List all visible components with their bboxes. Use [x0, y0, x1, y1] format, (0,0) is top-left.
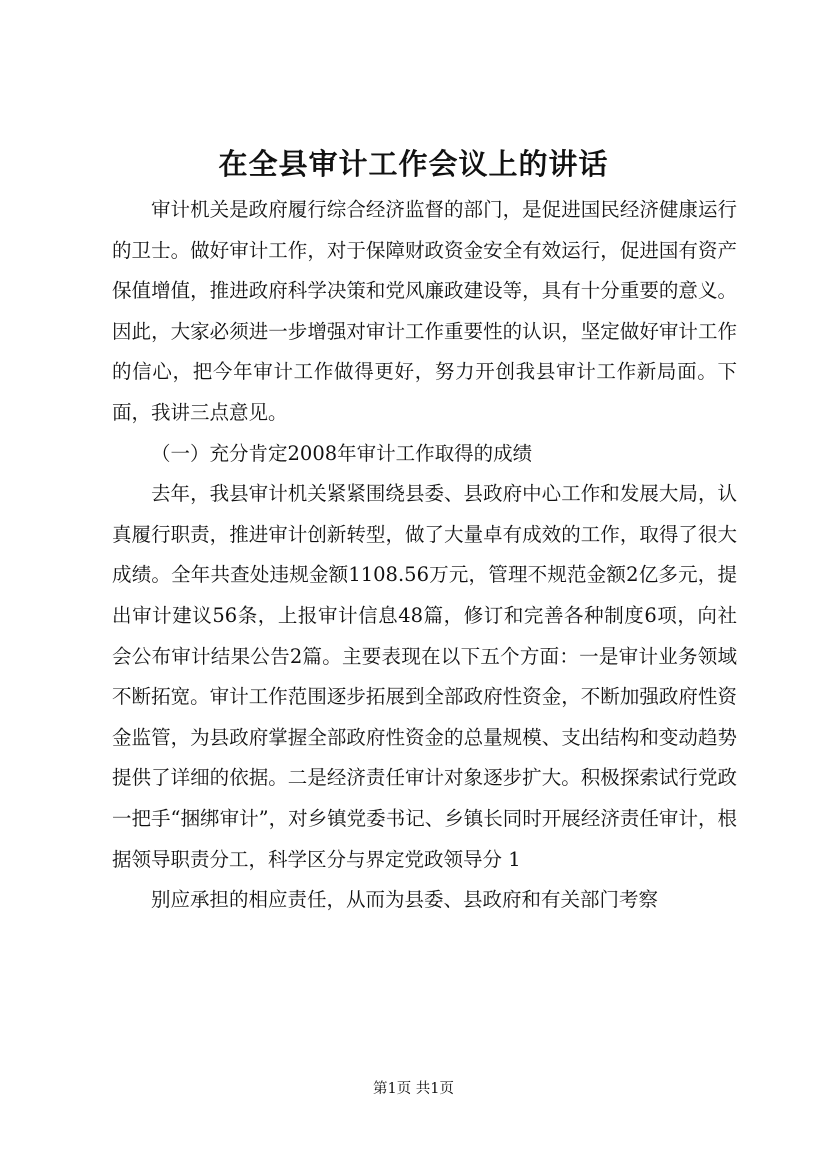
paragraph-intro: 审计机关是政府履行综合经济监督的部门，是促进国民经济健康运行的卫士。做好审计工作，对于保障财政资金安全有效运行，促进国有资产保值增值，推进政府科学决策和党风廉政建设等，具有十分重要的意义。因此，大家必须进一步增强对审计工作重要性的认识，坚定做好审计工作的信心，把今年审计工作做得更好，努力开创我县审计工作新局面。下面，我讲三点意见。 — [112, 198, 737, 424]
page-number: 第1页 共1页 — [372, 1081, 455, 1097]
section-heading: （一）充分肯定2008年审计工作取得的成绩 — [151, 441, 533, 465]
document-title: 在全县审计工作会议上的讲话 — [218, 147, 609, 181]
document-body — [112, 190, 737, 921]
paragraph-achievements: 去年，我县审计机关紧紧围绕县委、县政府中心工作和发展大局，认真履行职责，推进审计创新转型，做了大量卓有成效的工作，取得了很大成绩。全年共查处违规金额1108.56万元，管理不规范金额2亿多元，提出审计建议56条，上报审计信息48篇，修订和完善各种制度6项，向社会公布审计结果公告2篇。主要表现在以下五个方面：一是审计业务领域不断拓宽。审计工作范围逐步拓展到全部政府性资金，不断加强政府性资金监管，为县政府掌握全部政府性资金的总量规模、支出结构和变动趋势提供了详细的依据。二是经济责任审计对象逐步扩大。积极探索试行党政一把手“捆绑审计”，对乡镇党委书记、乡镇长同时开展经济责任审计，根据领导职责分工，科学区分与界定党政领导分 1 — [112, 482, 737, 871]
paragraph-continuation: 别应承担的相应责任，从而为县委、县政府和有关部门考察 — [151, 888, 659, 912]
